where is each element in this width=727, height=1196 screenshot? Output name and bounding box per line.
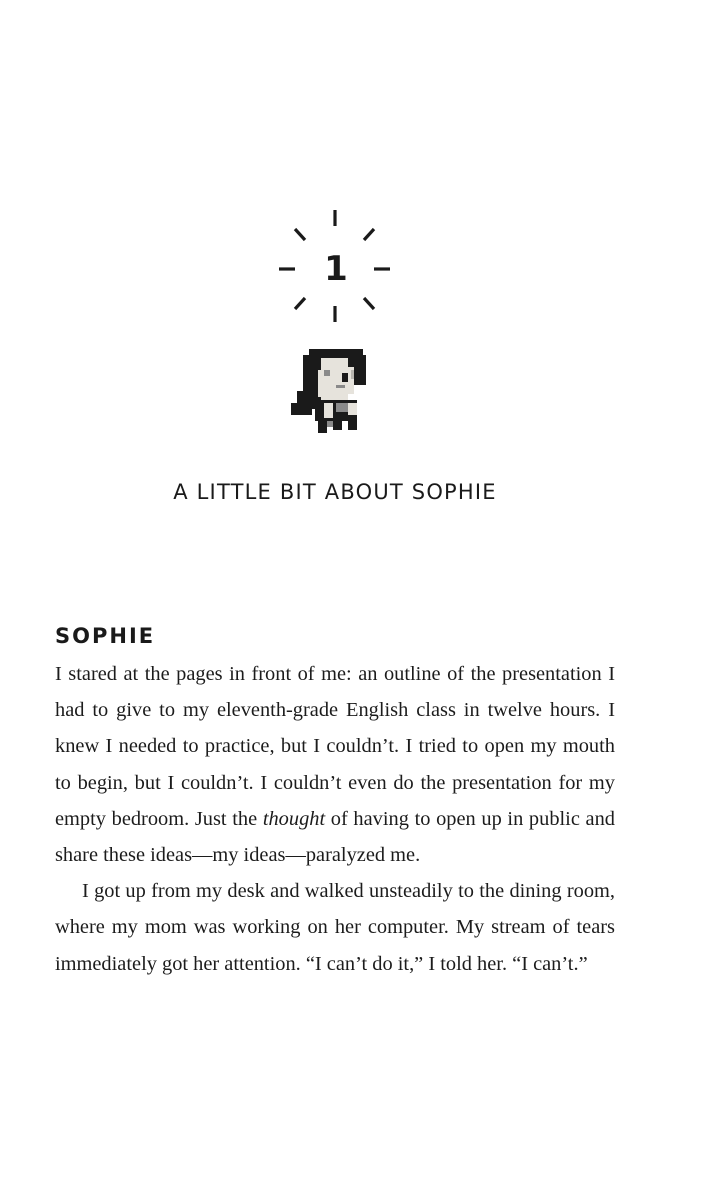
chapter-number-mark: [271, 203, 401, 333]
section-heading: SOPHIE: [55, 624, 156, 648]
paragraph-1: [55, 656, 615, 873]
paragraph-1-text-b: of having to open up in public and share these ideas—my ideas—paralyzed me.: [55, 807, 615, 867]
emphasis-thought: thought: [262, 807, 326, 830]
chapter-number: 1: [324, 249, 348, 289]
pixel-girl-icon: [291, 349, 369, 433]
body-text: [55, 656, 615, 982]
chapter-title: A LITTLE BIT ABOUT SOPHIE: [173, 480, 497, 504]
paragraph-2: I got up from my desk and walked unsteadily to the dining room, where my mom was working on her computer. My stream of tears immediately got her attention. “I can’t do it,” I told her. “I can’t.”: [55, 880, 615, 975]
paragraph-1-text-a: I stared at the pages in front of me: an outline of the presentation I had to give to my eleventh-grade English class in twelve hours. I knew I needed to practice, but I couldn’t. I tried to open my mouth to begin, but I couldn’t. I couldn’t even do the presentation for my empty bedroom. Just the: [55, 663, 615, 830]
